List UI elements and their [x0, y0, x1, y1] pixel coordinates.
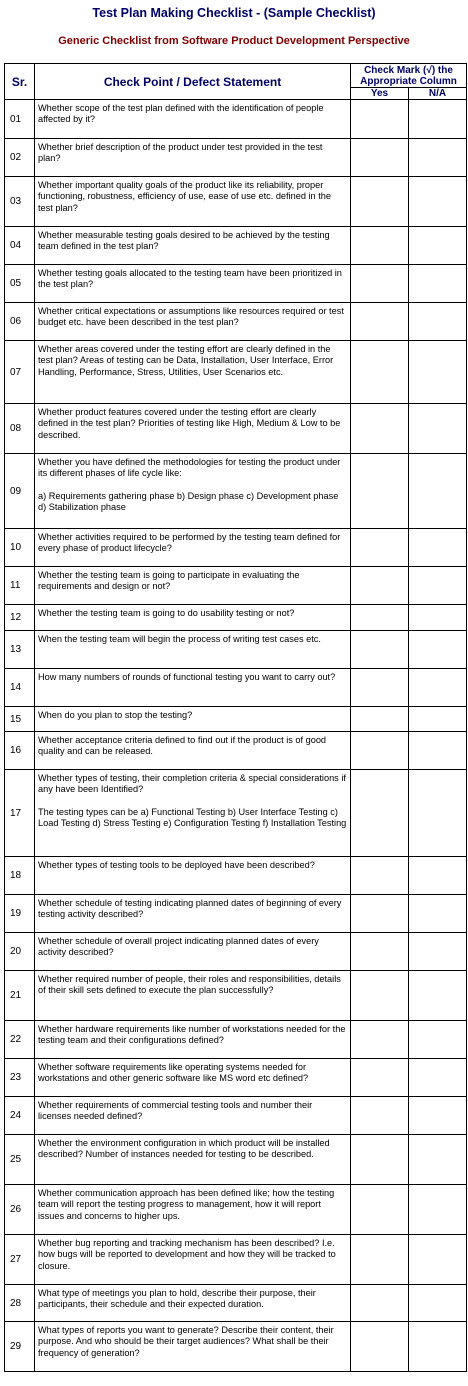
na-checkbox-cell[interactable]	[409, 1097, 467, 1135]
na-checkbox-cell[interactable]	[409, 732, 467, 770]
table-row	[5, 303, 467, 341]
table-row	[5, 227, 467, 265]
column-header-yes: Yes	[351, 88, 409, 100]
yes-checkbox-cell[interactable]	[351, 341, 409, 404]
yes-checkbox-cell[interactable]	[351, 1097, 409, 1135]
yes-checkbox-cell[interactable]	[351, 1135, 409, 1185]
yes-checkbox-cell[interactable]	[351, 631, 409, 669]
row-number: 08	[5, 404, 35, 454]
table-row	[5, 971, 467, 1021]
table-row	[5, 770, 467, 857]
check-point-text: Whether important quality goals of the product like its reliability, proper functioning, robustness, efficiency of use, ease of use etc. defined in the test plan?	[35, 177, 351, 227]
table-row	[5, 1097, 467, 1135]
check-point-text: Whether types of testing, their completion criteria & special considerations if any have been Identified? The testing types can be a) Functional Testing b) User Interface Testing c) Load Testing d) Stress Testing e) Configuration Testing f) Installation Testing	[35, 770, 351, 857]
row-number: 18	[5, 857, 35, 895]
yes-checkbox-cell[interactable]	[351, 265, 409, 303]
check-point-text: Whether types of testing tools to be deployed have been described?	[35, 857, 351, 895]
table-row	[5, 529, 467, 567]
table-row	[5, 404, 467, 454]
check-point-text: When do you plan to stop the testing?	[35, 707, 351, 732]
na-checkbox-cell[interactable]	[409, 404, 467, 454]
table-row	[5, 1059, 467, 1097]
check-point-text: Whether the testing team is going to participate in evaluating the requirements and design or not?	[35, 567, 351, 605]
row-number: 06	[5, 303, 35, 341]
column-header-checkmark: Check Mark (√) the Appropriate Column	[351, 64, 467, 88]
page-title: Test Plan Making Checklist - (Sample Checklist)	[92, 6, 376, 20]
na-checkbox-cell[interactable]	[409, 1059, 467, 1097]
yes-checkbox-cell[interactable]	[351, 303, 409, 341]
row-number: 23	[5, 1059, 35, 1097]
yes-checkbox-cell[interactable]	[351, 669, 409, 707]
yes-checkbox-cell[interactable]	[351, 1185, 409, 1235]
yes-checkbox-cell[interactable]	[351, 971, 409, 1021]
na-checkbox-cell[interactable]	[409, 857, 467, 895]
table-row	[5, 605, 467, 631]
check-point-text: Whether bug reporting and tracking mechanism has been described? I.e. how bugs will be reported to development and how they will be tracked to closure.	[35, 1235, 351, 1285]
checklist-table	[4, 63, 467, 1372]
yes-checkbox-cell[interactable]	[351, 139, 409, 177]
table-row	[5, 1285, 467, 1322]
yes-checkbox-cell[interactable]	[351, 732, 409, 770]
na-checkbox-cell[interactable]	[409, 227, 467, 265]
check-point-text: What types of reports you want to generate? Describe their content, their purpose. And who should be their target audiences? What shall be their frequency of generation?	[35, 1322, 351, 1372]
table-row	[5, 454, 467, 529]
table-row	[5, 177, 467, 227]
yes-checkbox-cell[interactable]	[351, 1059, 409, 1097]
row-number: 02	[5, 139, 35, 177]
row-number: 07	[5, 341, 35, 404]
yes-checkbox-cell[interactable]	[351, 404, 409, 454]
na-checkbox-cell[interactable]	[409, 895, 467, 933]
check-point-text: Whether software requirements like operating systems needed for workstations and other generic software like MS word etc defined?	[35, 1059, 351, 1097]
check-point-text: Whether activities required to be performed by the testing team defined for every phase of product lifecycle?	[35, 529, 351, 567]
table-row	[5, 139, 467, 177]
table-row	[5, 1322, 467, 1372]
check-point-text: Whether testing goals allocated to the testing team have been prioritized in the test plan?	[35, 265, 351, 303]
row-number: 09	[5, 454, 35, 529]
row-number: 29	[5, 1322, 35, 1372]
check-point-text: Whether communication approach has been defined like; how the testing team will report the testing progress to management, how it will report issues and concerns to higher ups.	[35, 1185, 351, 1235]
table-row	[5, 857, 467, 895]
check-point-text: Whether schedule of testing indicating planned dates of beginning of every testing activity described?	[35, 895, 351, 933]
yes-checkbox-cell[interactable]	[351, 707, 409, 732]
check-point-text: Whether brief description of the product under test provided in the test plan?	[35, 139, 351, 177]
yes-checkbox-cell[interactable]	[351, 177, 409, 227]
table-row	[5, 341, 467, 404]
check-point-text: Whether scope of the test plan defined with the identification of people affected by it?	[35, 100, 351, 139]
column-header-na: N/A	[409, 88, 467, 100]
na-checkbox-cell[interactable]	[409, 707, 467, 732]
row-number: 11	[5, 567, 35, 605]
check-point-text: Whether areas covered under the testing effort are clearly defined in the test plan? Areas of testing can be Data, Installation, User Interface, Error Handling, Performance, Stress, Utilities, User Scenarios etc.	[35, 341, 351, 404]
table-row	[5, 1135, 467, 1185]
column-header-sr: Sr.	[5, 64, 35, 100]
check-point-text: Whether acceptance criteria defined to find out if the product is of good quality and can be released.	[35, 732, 351, 770]
yes-checkbox-cell[interactable]	[351, 1285, 409, 1322]
na-checkbox-cell[interactable]	[409, 971, 467, 1021]
yes-checkbox-cell[interactable]	[351, 227, 409, 265]
na-checkbox-cell[interactable]	[409, 933, 467, 971]
na-checkbox-cell[interactable]	[409, 1285, 467, 1322]
row-number: 26	[5, 1185, 35, 1235]
yes-checkbox-cell[interactable]	[351, 1235, 409, 1285]
check-point-text: Whether required number of people, their roles and responsibilities, details of their skill sets defined to execute the plan successfully?	[35, 971, 351, 1021]
na-checkbox-cell[interactable]	[409, 1235, 467, 1285]
row-number: 12	[5, 605, 35, 631]
row-number: 17	[5, 770, 35, 857]
na-checkbox-cell[interactable]	[409, 567, 467, 605]
na-checkbox-cell[interactable]	[409, 605, 467, 631]
table-row	[5, 1235, 467, 1285]
row-number: 05	[5, 265, 35, 303]
na-checkbox-cell[interactable]	[409, 1021, 467, 1059]
na-checkbox-cell[interactable]	[409, 139, 467, 177]
row-number: 10	[5, 529, 35, 567]
page-subtitle: Generic Checklist from Software Product Development Perspective	[58, 35, 410, 47]
table-row	[5, 567, 467, 605]
row-number: 03	[5, 177, 35, 227]
table-row	[5, 895, 467, 933]
yes-checkbox-cell[interactable]	[351, 857, 409, 895]
row-number: 20	[5, 933, 35, 971]
row-number: 13	[5, 631, 35, 669]
na-checkbox-cell[interactable]	[409, 529, 467, 567]
yes-checkbox-cell[interactable]	[351, 933, 409, 971]
table-row	[5, 732, 467, 770]
na-checkbox-cell[interactable]	[409, 100, 467, 139]
row-number: 16	[5, 732, 35, 770]
row-number: 25	[5, 1135, 35, 1185]
check-point-text: Whether schedule of overall project indicating planned dates of every activity described?	[35, 933, 351, 971]
yes-checkbox-cell[interactable]	[351, 100, 409, 139]
row-number: 22	[5, 1021, 35, 1059]
check-point-text: Whether hardware requirements like number of workstations needed for the testing team and their configurations defined?	[35, 1021, 351, 1059]
check-point-text: How many numbers of rounds of functional testing you want to carry out?	[35, 669, 351, 707]
na-checkbox-cell[interactable]	[409, 341, 467, 404]
header-row	[5, 64, 467, 88]
check-point-text: Whether requirements of commercial testing tools and number their licenses needed defined?	[35, 1097, 351, 1135]
yes-checkbox-cell[interactable]	[351, 605, 409, 631]
yes-checkbox-cell[interactable]	[351, 567, 409, 605]
table-row	[5, 631, 467, 669]
row-number: 04	[5, 227, 35, 265]
row-number: 27	[5, 1235, 35, 1285]
check-point-text: What type of meetings you plan to hold, describe their purpose, their participants, their schedule and their expected duration.	[35, 1285, 351, 1322]
yes-checkbox-cell[interactable]	[351, 1322, 409, 1372]
na-checkbox-cell[interactable]	[409, 1322, 467, 1372]
check-point-text: Whether critical expectations or assumptions like resources required or test budget etc. have been described in the test plan?	[35, 303, 351, 341]
na-checkbox-cell[interactable]	[409, 770, 467, 857]
check-point-text: Whether the environment configuration in which product will be installed described? Number of instances needed for testing to be described.	[35, 1135, 351, 1185]
row-number: 14	[5, 669, 35, 707]
check-point-text: Whether product features covered under the testing effort are clearly defined in the test plan? Priorities of testing like High, Medium & Low to be described.	[35, 404, 351, 454]
row-number: 01	[5, 100, 35, 139]
table-row	[5, 1021, 467, 1059]
na-checkbox-cell[interactable]	[409, 1135, 467, 1185]
yes-checkbox-cell[interactable]	[351, 529, 409, 567]
row-number: 15	[5, 707, 35, 732]
yes-checkbox-cell[interactable]	[351, 770, 409, 857]
na-checkbox-cell[interactable]	[409, 177, 467, 227]
table-row	[5, 1185, 467, 1235]
table-row	[5, 100, 467, 139]
yes-checkbox-cell[interactable]	[351, 454, 409, 529]
yes-checkbox-cell[interactable]	[351, 1021, 409, 1059]
na-checkbox-cell[interactable]	[409, 454, 467, 529]
table-row	[5, 933, 467, 971]
na-checkbox-cell[interactable]	[409, 1185, 467, 1235]
check-point-text: Whether measurable testing goals desired to be achieved by the testing team defined in the test plan?	[35, 227, 351, 265]
check-point-text: Whether the testing team is going to do usability testing or not?	[35, 605, 351, 631]
table-row	[5, 669, 467, 707]
table-row	[5, 707, 467, 732]
na-checkbox-cell[interactable]	[409, 669, 467, 707]
check-point-text: When the testing team will begin the process of writing test cases etc.	[35, 631, 351, 669]
na-checkbox-cell[interactable]	[409, 265, 467, 303]
check-point-text: Whether you have defined the methodologies for testing the product under its different phases of life cycle like: a) Requirements gathering phase b) Design phase c) Development phase d) Stabilization phase	[35, 454, 351, 529]
na-checkbox-cell[interactable]	[409, 631, 467, 669]
yes-checkbox-cell[interactable]	[351, 895, 409, 933]
row-number: 21	[5, 971, 35, 1021]
checklist-body	[5, 100, 467, 1372]
row-number: 28	[5, 1285, 35, 1322]
row-number: 19	[5, 895, 35, 933]
row-number: 24	[5, 1097, 35, 1135]
column-header-checkpoint: Check Point / Defect Statement	[35, 64, 351, 100]
na-checkbox-cell[interactable]	[409, 303, 467, 341]
table-row	[5, 265, 467, 303]
